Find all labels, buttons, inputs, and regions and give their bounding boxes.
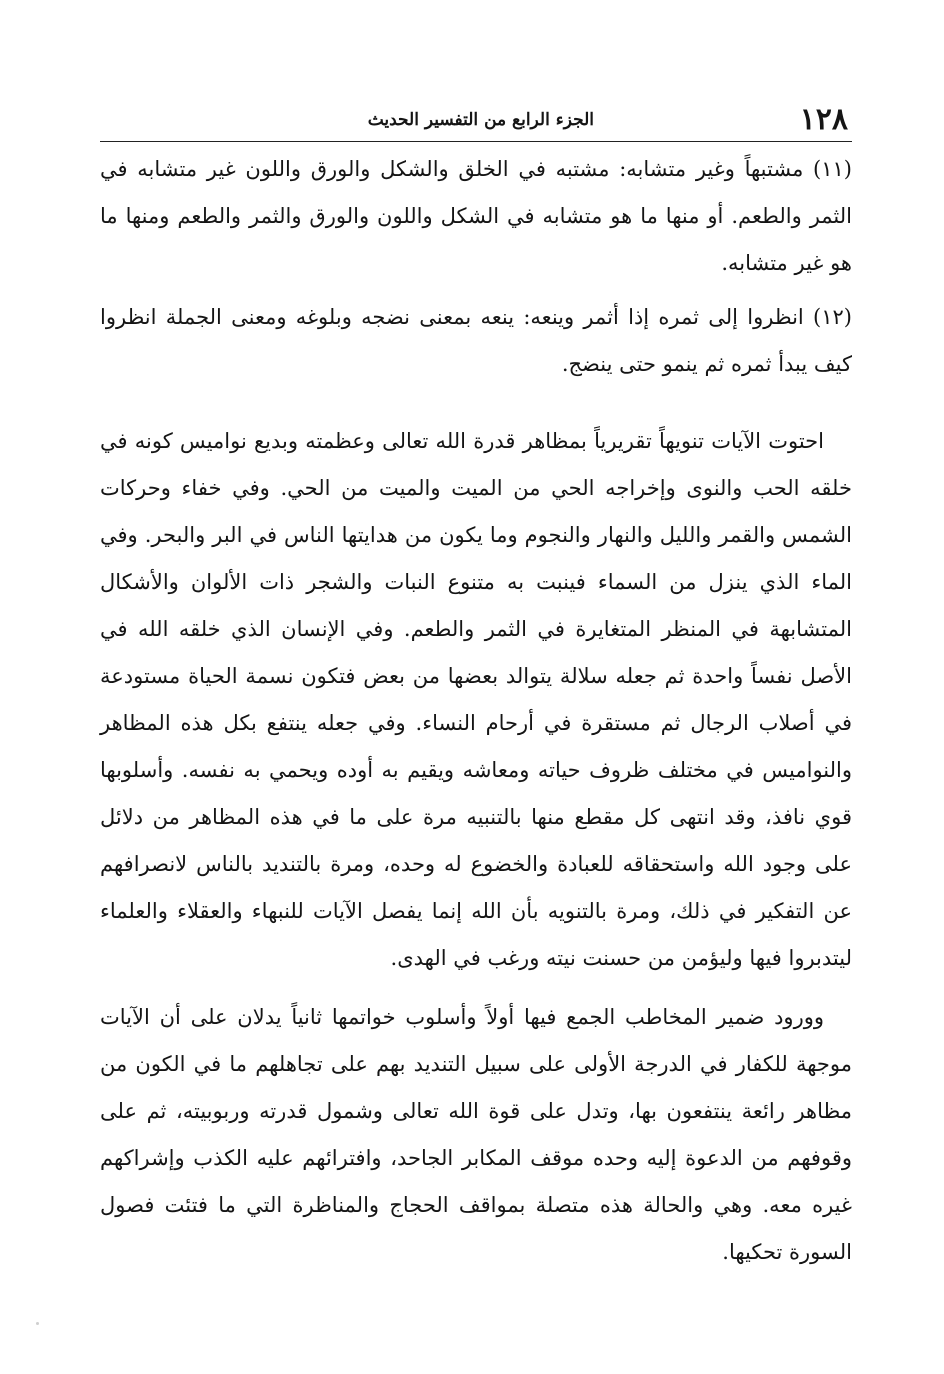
page-number: ١٢٨ — [799, 102, 848, 137]
header-rule — [100, 141, 852, 142]
page-body — [100, 146, 852, 1276]
scan-speck — [36, 1322, 39, 1325]
commentary-paragraph-1: احتوت الآيات تنويهاً تقريرياً بمظاهر قدرة الله تعالى وعظمته وبديع نواميس كونه في خلقه الحب والنوى وإخراجه الحي من الميت والميت من الحي. وفي خفاء وحركات الشمس والقمر والليل والنهار والنجوم وما يكون من هدايتها الناس في البر والبحر. وفي الماء الذي ينزل من السماء فينبت به متنوع النبات والشجر ذات الألوان والأشكال المتشابهة في المنظر المتغايرة في الثمر والطعم. وفي الإنسان الذي خلقه الله في الأصل نفساً واحدة ثم جعله سلالة يتوالد بعضها من بعض فتكون نسمة الحياة مستودعة في أصلاب الرجال ثم مستقرة في أرحام النساء. وفي جعله ينتفع بكل هذه المظاهر والنواميس في مختلف ظروف حياته ومعاشه ويقيم به أوده ويحمي به نفسه. وأسلوبها قوي نافذ، وقد انتهى كل مقطع منها بالتنبيه مرة على ما في هذه المظاهر من دلائل على وجود الله واستحقاقه للعبادة والخضوع له وحده، ومرة بالتنديد بالناس لانصرافهم عن التفكير في ذلك، ومرة بالتنويه بأن الله إنما يفصل الآيات للنبهاء والعقلاء والعلماء ليتدبروا فيها وليؤمن من حسنت نيته ورغب في الهدى. — [100, 429, 852, 970]
running-title: الجزء الرابع من التفسير الحديث — [367, 110, 594, 130]
footnote-11: (١١) مشتبهاً وغير متشابه: مشتبه في الخلق والشكل والورق واللون غير متشابه في الثمر والطعم. أو منها ما هو متشابه في الشكل واللون والورق والثمر والطعم ومنها ما هو غير متشابه. — [100, 157, 852, 275]
page-header — [100, 98, 852, 144]
commentary-paragraph-2: وورود ضمير المخاطب الجمع فيها أولاً وأسلوب خواتمها ثانياً يدلان على أن الآيات موجهة للكفار في الدرجة الأولى على سبيل التنديد بهم على تجاهلهم ما في الكون من مظاهر رائعة ينتفعون بها، وتدل على قوة الله تعالى وشمول قدرته وربوبيته، ثم على وقوفهم من الدعوة إليه وحده موقف المكابر الجاحد، وافترائهم عليه الكذب وإشراكهم غيره معه. وهي والحالة هذه متصلة بمواقف الحجاج والمناظرة التي ما فتئت فصول السورة تحكيها. — [100, 1005, 853, 1264]
footnote-12: (١٢) انظروا إلى ثمره إذا أثمر وينعه: ينعه بمعنى نضجه وبلوغه ومعنى الجملة انظروا كيف يبدأ ثمره ثم ينمو حتى ينضج. — [100, 305, 852, 376]
